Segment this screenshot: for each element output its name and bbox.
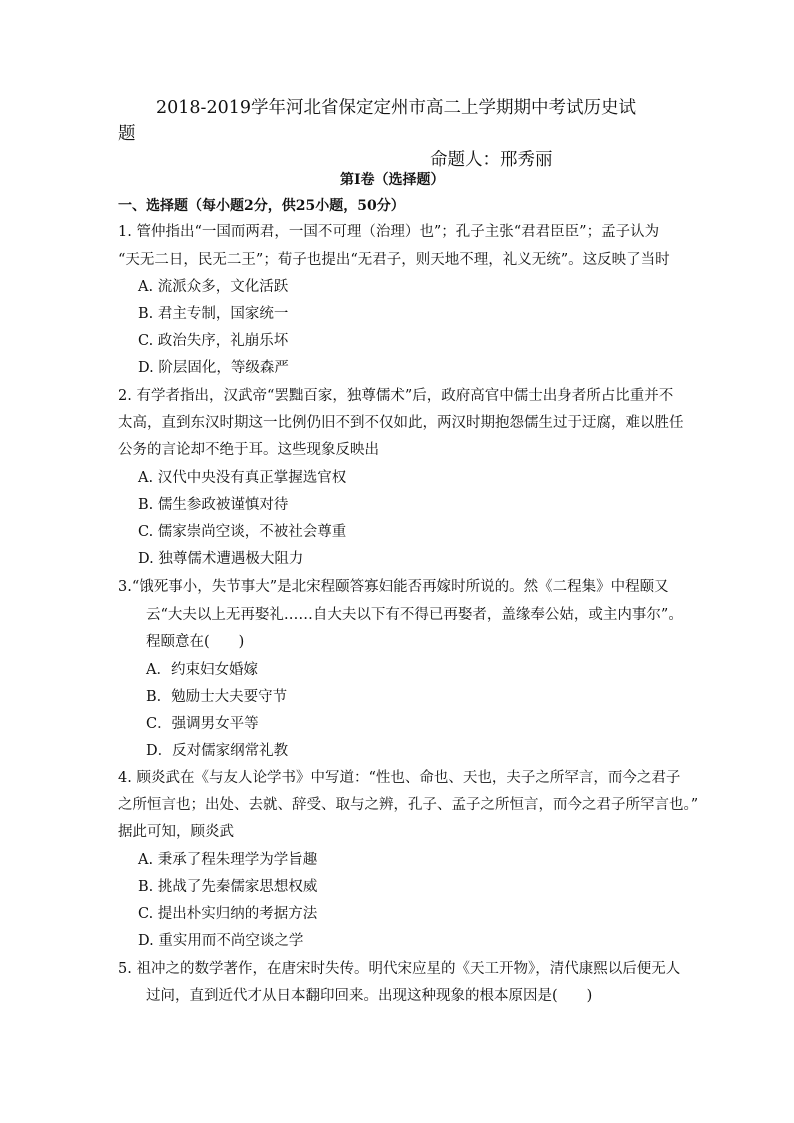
question-4-option-d: D. 重实用而不尚空谈之学 xyxy=(138,933,304,949)
question-4-line-3: 据此可知，顾炎武 xyxy=(118,824,234,840)
section-heading: 一、选择题（每小题2分，供25小题，50分） xyxy=(118,198,405,214)
question-3-option-d: D．反对儒家纲常礼教 xyxy=(146,743,289,759)
question-4-option-c: C. 提出朴实归纳的考据方法 xyxy=(138,906,318,922)
question-1-option-a: A. 流派众多，文化活跃 xyxy=(138,279,289,295)
question-4-line-1: 4. 顾炎武在《与友人论学书》中写道：“性也、命也、天也，夫子之所罕言，而今之君子 xyxy=(118,770,681,786)
question-3-line-2: 云“大夫以上无再娶礼……自大夫以下有不得已再娶者，盖缘奉公姑，或主内事尔”。 xyxy=(146,607,683,623)
question-4-option-a: A. 秉承了程朱理学为学旨趣 xyxy=(138,852,318,868)
question-5-line-2: 过问，直到近代才从日本翻印回来。出现这种现象的根本原因是( ) xyxy=(146,988,593,1004)
question-2-option-a: A. 汉代中央没有真正掌握选官权 xyxy=(138,470,347,486)
question-4-option-b: B. 挑战了先秦儒家思想权威 xyxy=(138,879,318,895)
title-line-1: 2018-2019学年河北省保定定州市高二上学期期中考试历史试 xyxy=(156,98,636,118)
question-3-option-a: A．约束妇女婚嫁 xyxy=(146,662,258,678)
question-2-line-1: 2. 有学者指出，汉武帝“罢黜百家，独尊儒术”后，政府高官中儒士出身者所占比重并不 xyxy=(118,388,674,404)
question-2-line-3: 公务的言论却不绝于耳。这些现象反映出 xyxy=(118,442,379,458)
question-3-line-1: 3.“饿死事小，失节事大”是北宋程颐答寡妇能否再嫁时所说的。然《二程集》中程颐又 xyxy=(118,579,669,595)
question-2-option-b: B. 儒生参政被谨慎对待 xyxy=(138,497,289,513)
question-1-line-1: 1. 管仲指出“一国而两君，一国不可理（治理）也”；孔子主张“君君臣臣”；孟子认为 xyxy=(118,224,660,240)
volume-heading: 第Ⅰ卷（选择题） xyxy=(340,172,445,188)
question-5-line-1: 5. 祖冲之的数学著作，在唐宋时失传。明代宋应星的《天工开物》，清代康熙以后便无人 xyxy=(118,961,681,977)
question-3-line-3: 程颐意在( ) xyxy=(146,634,245,650)
question-2-line-2: 太高，直到东汉时期这一比例仍旧不到不仅如此，两汉时期抱怨儒生过于迂腐，难以胜任 xyxy=(118,415,684,431)
question-3-option-c: C．强调男女平等 xyxy=(146,716,259,732)
question-1-option-d: D. 阶层固化，等级森严 xyxy=(138,360,289,376)
question-2-option-d: D. 独尊儒术遭遇极大阻力 xyxy=(138,551,304,567)
question-4-line-2: 之所恒言也；出处、去就、辞受、取与之辨，孔子、孟子之所恒言，而今之君子所罕言也。” xyxy=(118,797,699,813)
question-3-option-b: B．勉励士大夫要守节 xyxy=(146,689,288,705)
question-1-option-c: C. 政治失序，礼崩乐坏 xyxy=(138,333,289,349)
question-2-option-c: C. 儒家崇尚空谈，不被社会尊重 xyxy=(138,524,347,540)
title-line-2: 题 xyxy=(118,124,136,144)
question-1-line-2: “天无二日，民无二王”；荀子也提出“无君子，则天地不理，礼义无统”。这反映了当时 xyxy=(118,252,670,268)
question-1-option-b: B. 君主专制，国家统一 xyxy=(138,306,289,322)
author-line: 命题人：邢秀丽 xyxy=(430,150,553,170)
